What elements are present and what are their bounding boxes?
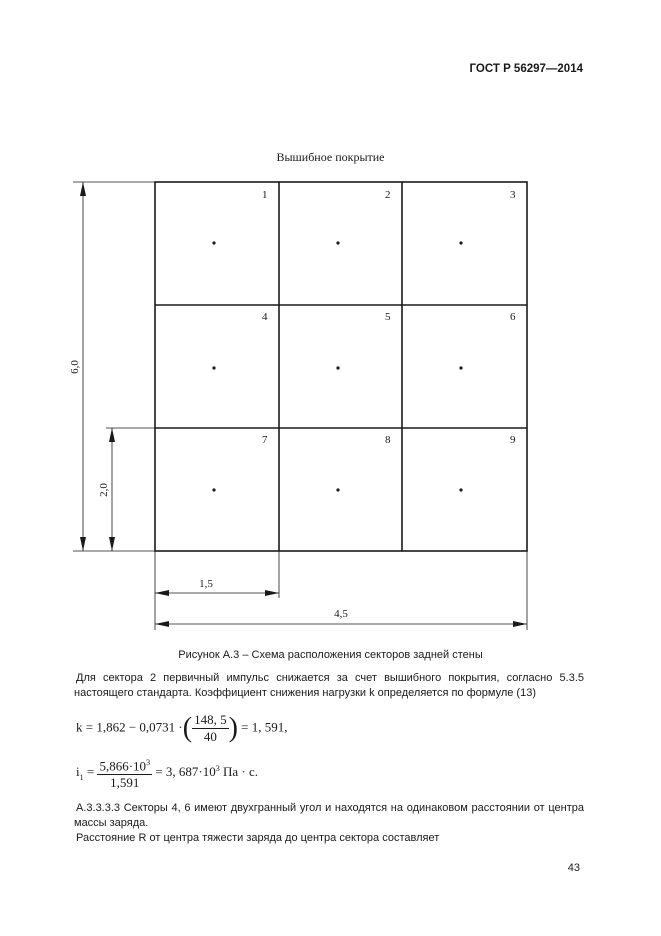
formula-i1-subscript: 1 [79,772,84,782]
sector-number-4: 4 [262,311,268,323]
sector-centers [212,241,462,491]
paragraph-sector-2 [76,671,584,701]
formula-k: k = 1,862 − 0,0731 ·( $\frac{148, 5}{40}$ ) = 1, 591, [76,712,288,744]
sector-number-6: 6 [510,311,516,323]
sector-center-7 [212,488,215,491]
document-header: ГОСТ Р 56297—2014 [469,63,583,75]
sector-number-5: 5 [385,311,391,323]
dimension-total-height [73,182,155,551]
formula-i1-denominator: 1,591 [110,775,140,791]
sector-center-5 [336,366,339,369]
sector-center-2 [336,241,339,244]
sector-center-6 [459,366,462,369]
formula-i1-numerator-base: 5,866·10 [99,758,147,774]
formula-k-rhs: = 1, 591, [241,719,288,735]
sector-number-9: 9 [510,434,516,446]
sector-center-3 [459,241,462,244]
formula-i1-rhs: = 3, 687·10 [155,764,216,780]
formula-k-fraction [192,712,229,745]
paragraph-line: Расстояние R от центра тяжести заряда до центра сектора составляет [76,832,440,844]
sector-grid [155,182,527,551]
formula-k-lhs: k = 1,862 − 0,0731 · [76,719,183,735]
paragraph-line: массы заряда. [74,817,149,829]
page-number: 43 [567,862,580,874]
formula-k-numerator: 148, 5 [194,712,227,727]
formula-i1-unit: Па · с. [222,764,258,780]
sector-center-4 [212,366,215,369]
paragraph-line: А.3.3.3.3 Секторы 4, 6 имеют двухгранный угол и находятся на одинаковом расстоянии от центра [76,802,584,814]
sector-center-9 [459,488,462,491]
sector-number-7: 7 [262,434,268,446]
paragraph-line: Для сектора 2 первичный импульс снижается за счет вышибного покрытия, согласно 5.3.5 [76,672,584,684]
dimension-label-lower-height: 2,0 [98,483,110,497]
sector-number-8: 8 [385,434,391,446]
formula-k-denominator: 40 [203,729,217,744]
sector-center-1 [212,241,215,244]
sector-number-1: 1 [262,189,268,201]
dimension-lower-height [106,428,155,551]
dimension-label-sector-width: 1,5 [199,578,213,590]
formula-i1-var: i [76,764,80,780]
dimension-label-total-width: 4,5 [334,608,348,620]
formula-i1-numerator [97,755,152,775]
paragraph-line: настоящего стандарта. Коэффициент снижения нагрузки k определяется по формуле (13) [74,687,536,699]
dimension-label-total-height: 6,0 [69,360,81,374]
formula-i1: $i_1$ = $\frac{5,866\cdot 10^3}{1,591}$ = 3, $687\cdot 10^3$ Па · с. [76,755,258,791]
dimension-sector-width [155,551,279,630]
formula-i1-numerator-exponent: 3 [146,758,151,767]
paragraph-sectors-4-6 [76,801,584,846]
sector-center-8 [336,488,339,491]
figure-caption: Рисунок А.3 – Схема расположения секторов задней стены [178,649,483,661]
formula-i1-rhs-exponent: 3 [215,763,220,773]
sector-number-2: 2 [385,189,391,201]
sector-number-3: 3 [510,189,516,201]
figure-title: Вышибное покрытие [276,150,385,164]
grid-outline [155,182,527,551]
formula-i1-fraction [97,755,152,791]
